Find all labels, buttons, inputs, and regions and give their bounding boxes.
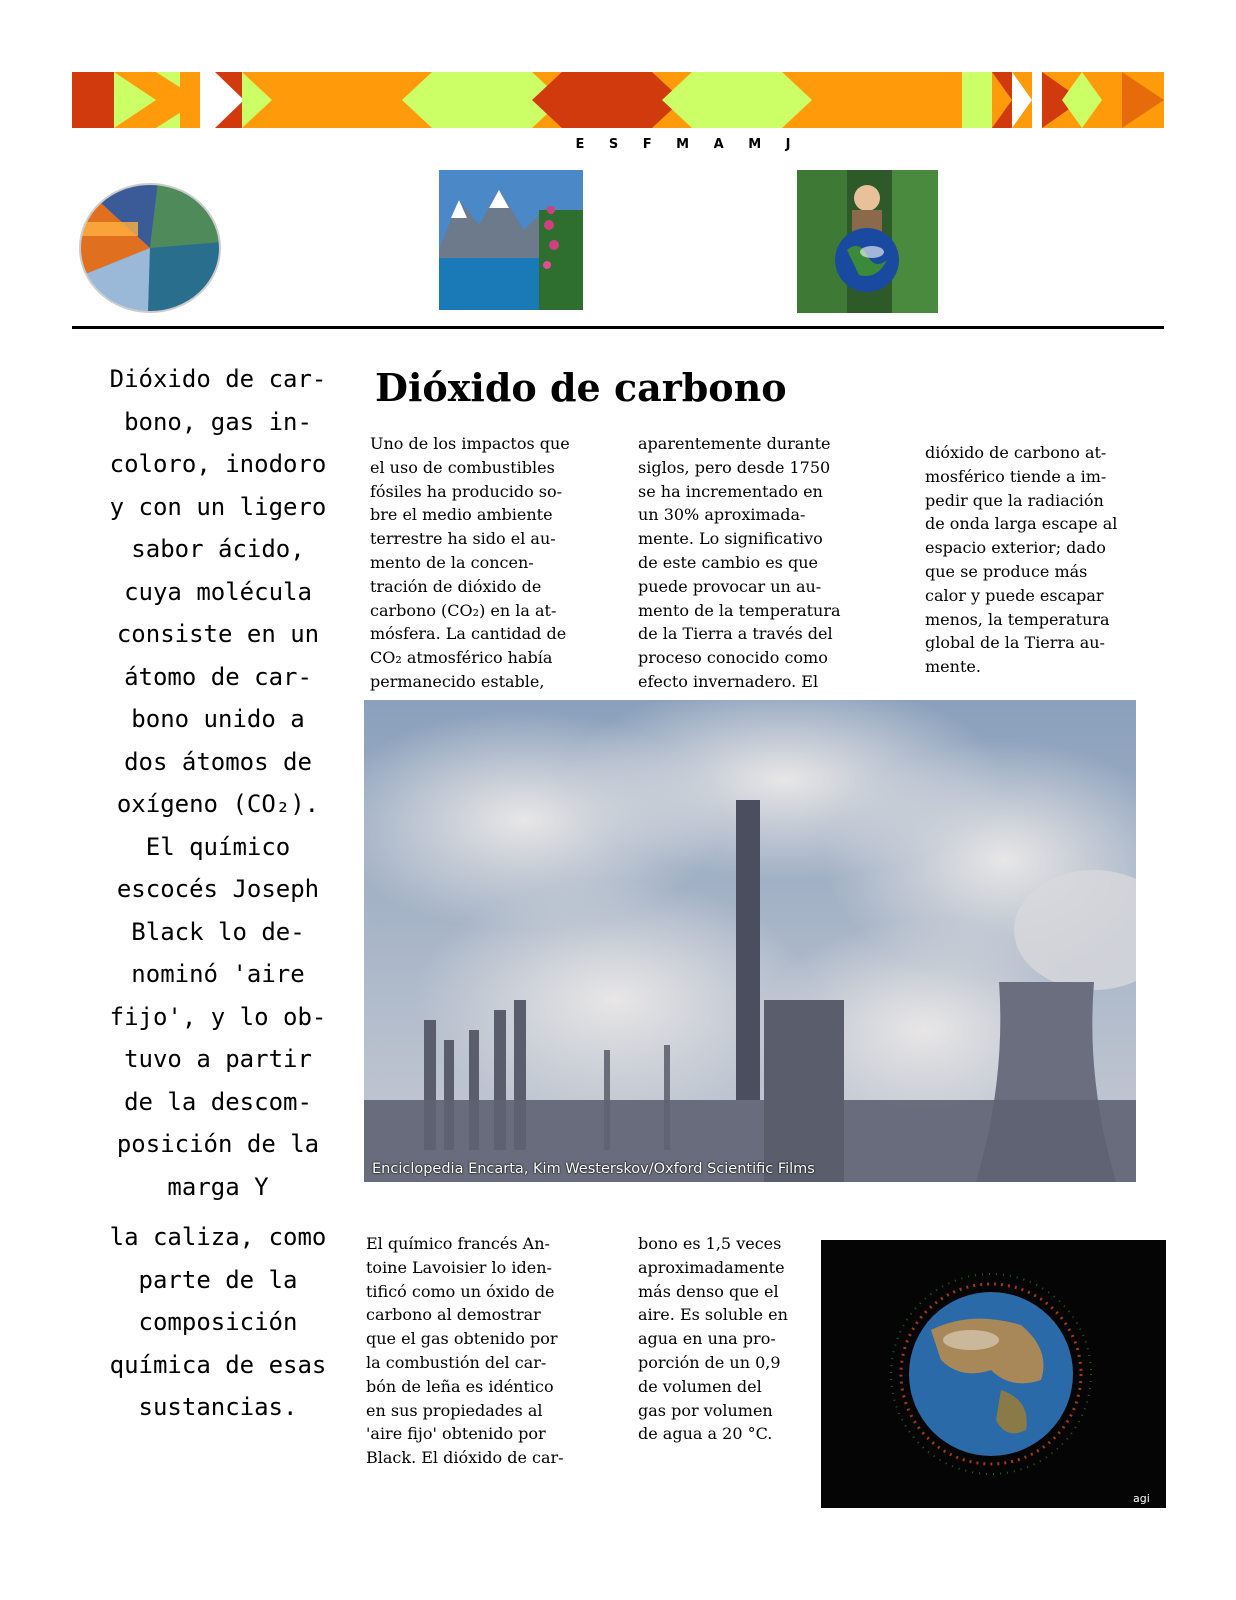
text-line: el uso de combustibles: [370, 457, 555, 477]
text-line: de este cambio es que: [638, 552, 818, 572]
text-line: mento de la temperatura: [638, 600, 841, 620]
sidebar-line: la caliza, como: [109, 1223, 327, 1251]
article-title: Dióxido de carbono: [375, 365, 787, 410]
text-line: en sus propiedades al: [366, 1400, 543, 1420]
article-column-3: [925, 441, 1175, 679]
text-line: efecto invernadero. El: [638, 671, 819, 691]
text-line: mósfera. La cantidad de: [370, 624, 567, 644]
text-line: puede provocar un au-: [638, 576, 822, 596]
sidebar-line: dos átomos de: [124, 747, 312, 776]
text-line: de agua a 20 °C.: [638, 1424, 773, 1444]
sidebar-line: consiste en un: [116, 620, 320, 648]
text-line: aire. Es soluble en: [638, 1305, 788, 1325]
text-line: más denso que el: [638, 1281, 779, 1301]
sidebar-line: química de esas: [109, 1350, 327, 1379]
text-line: tificó como un óxido de: [366, 1281, 555, 1301]
sidebar-line: composición: [138, 1308, 298, 1336]
text-line: porción de un 0,9: [638, 1352, 781, 1372]
text-line: menos, la temperatura: [925, 609, 1110, 629]
text-line: aparentemente durante: [638, 434, 831, 453]
article-column-1: [370, 432, 620, 694]
decorative-banner: [72, 72, 1164, 128]
text-line: toine Lavoisier lo iden-: [366, 1257, 552, 1277]
sidebar-line: tuvo a partir: [124, 1045, 312, 1073]
text-line: de volumen del: [638, 1376, 762, 1396]
sidebar-line: y con un ligero: [109, 492, 327, 521]
mountain-lake-image: [439, 170, 583, 310]
text-line: Uno de los impactos que: [370, 434, 570, 453]
text-line: global de la Tierra au-: [925, 633, 1105, 653]
text-line: CO₂ atmosférico había: [370, 648, 553, 668]
sidebar-line: posición de la: [116, 1130, 320, 1158]
sidebar-line: oxígeno (CO₂).: [116, 790, 320, 818]
text-line: terrestre ha sido el au-: [370, 529, 556, 549]
text-line: de onda larga escape al: [925, 514, 1118, 534]
text-line: fósiles ha producido so-: [370, 481, 563, 501]
text-line: calor y puede escapar: [925, 585, 1104, 605]
sidebar-line: nominó 'aire: [131, 960, 305, 988]
text-line: mosférico tiende a im-: [925, 466, 1107, 486]
text-line: dióxido de carbono at-: [925, 443, 1107, 462]
text-line: Black. El dióxido de car-: [366, 1448, 564, 1468]
article-column-5: [638, 1232, 828, 1446]
sidebar-line: fijo', y lo ob-: [109, 1002, 327, 1031]
sidebar-line: sustancias.: [138, 1393, 298, 1421]
article-column-2: [638, 432, 888, 694]
text-line: carbono (CO₂) en la at-: [370, 600, 557, 620]
text-line: mente.: [925, 657, 981, 677]
sidebar-line: sabor ácido,: [131, 535, 305, 563]
text-line: que se produce más: [925, 561, 1088, 581]
text-line: aproximadamente: [638, 1257, 785, 1277]
sidebar-line: parte de la: [138, 1265, 298, 1294]
text-line: de la Tierra a través del: [638, 624, 833, 644]
sidebar-line: escocés Joseph: [116, 875, 320, 903]
sidebar-line: de la descom-: [124, 1087, 312, 1116]
sidebar-line: bono, gas in-: [124, 407, 312, 436]
text-line: carbono al demostrar: [366, 1305, 541, 1325]
earth-credit: agi: [1133, 1492, 1150, 1505]
horizontal-rule: [72, 326, 1164, 329]
child-globe-image: [797, 170, 938, 313]
text-line: la combustión del car-: [366, 1352, 547, 1372]
text-line: 'aire fijo' obtenido por: [366, 1424, 546, 1444]
masthead-label: E S F M A M J: [575, 137, 801, 152]
collage-image: [78, 182, 222, 314]
text-line: gas por volumen: [638, 1400, 773, 1420]
text-line: un 30% aproximada-: [638, 505, 806, 525]
sidebar-line: bono unido a: [131, 705, 305, 733]
sidebar-line: El químico: [145, 832, 291, 861]
earth-image: [821, 1240, 1166, 1508]
text-line: agua en una pro-: [638, 1329, 776, 1349]
text-line: mente. Lo significativo: [638, 529, 823, 549]
text-line: El químico francés An-: [366, 1234, 550, 1253]
text-line: proceso conocido como: [638, 648, 828, 668]
text-line: espacio exterior; dado: [925, 538, 1106, 558]
article-column-4: [366, 1232, 616, 1470]
text-line: se ha incrementado en: [638, 481, 823, 501]
sidebar-line: átomo de car-: [124, 662, 312, 691]
sidebar-line: Dióxido de car-: [109, 365, 327, 393]
smokestacks-photo: [364, 700, 1136, 1182]
text-line: bono es 1,5 veces: [638, 1234, 782, 1253]
photo-caption: Enciclopedia Encarta, Kim Westerskov/Oxford Scientific Films: [372, 1161, 815, 1177]
text-line: pedir que la radiación: [925, 490, 1104, 510]
sidebar-line: marga Y: [167, 1172, 269, 1201]
text-line: siglos, pero desde 1750: [638, 457, 831, 477]
text-line: permanecido estable,: [370, 671, 545, 691]
sidebar-line: Black lo de-: [131, 917, 305, 946]
text-line: mento de la concen-: [370, 552, 534, 572]
sidebar-line: coloro, inodoro: [109, 450, 327, 478]
sidebar-text-top: [104, 358, 332, 1208]
sidebar-line: cuya molécula: [124, 577, 312, 606]
text-line: tración de dióxido de: [370, 576, 542, 596]
text-line: bre el medio ambiente: [370, 505, 553, 525]
sidebar-text-bottom: [104, 1216, 332, 1429]
text-line: que el gas obtenido por: [366, 1329, 558, 1349]
text-line: bón de leña es idéntico: [366, 1376, 554, 1396]
